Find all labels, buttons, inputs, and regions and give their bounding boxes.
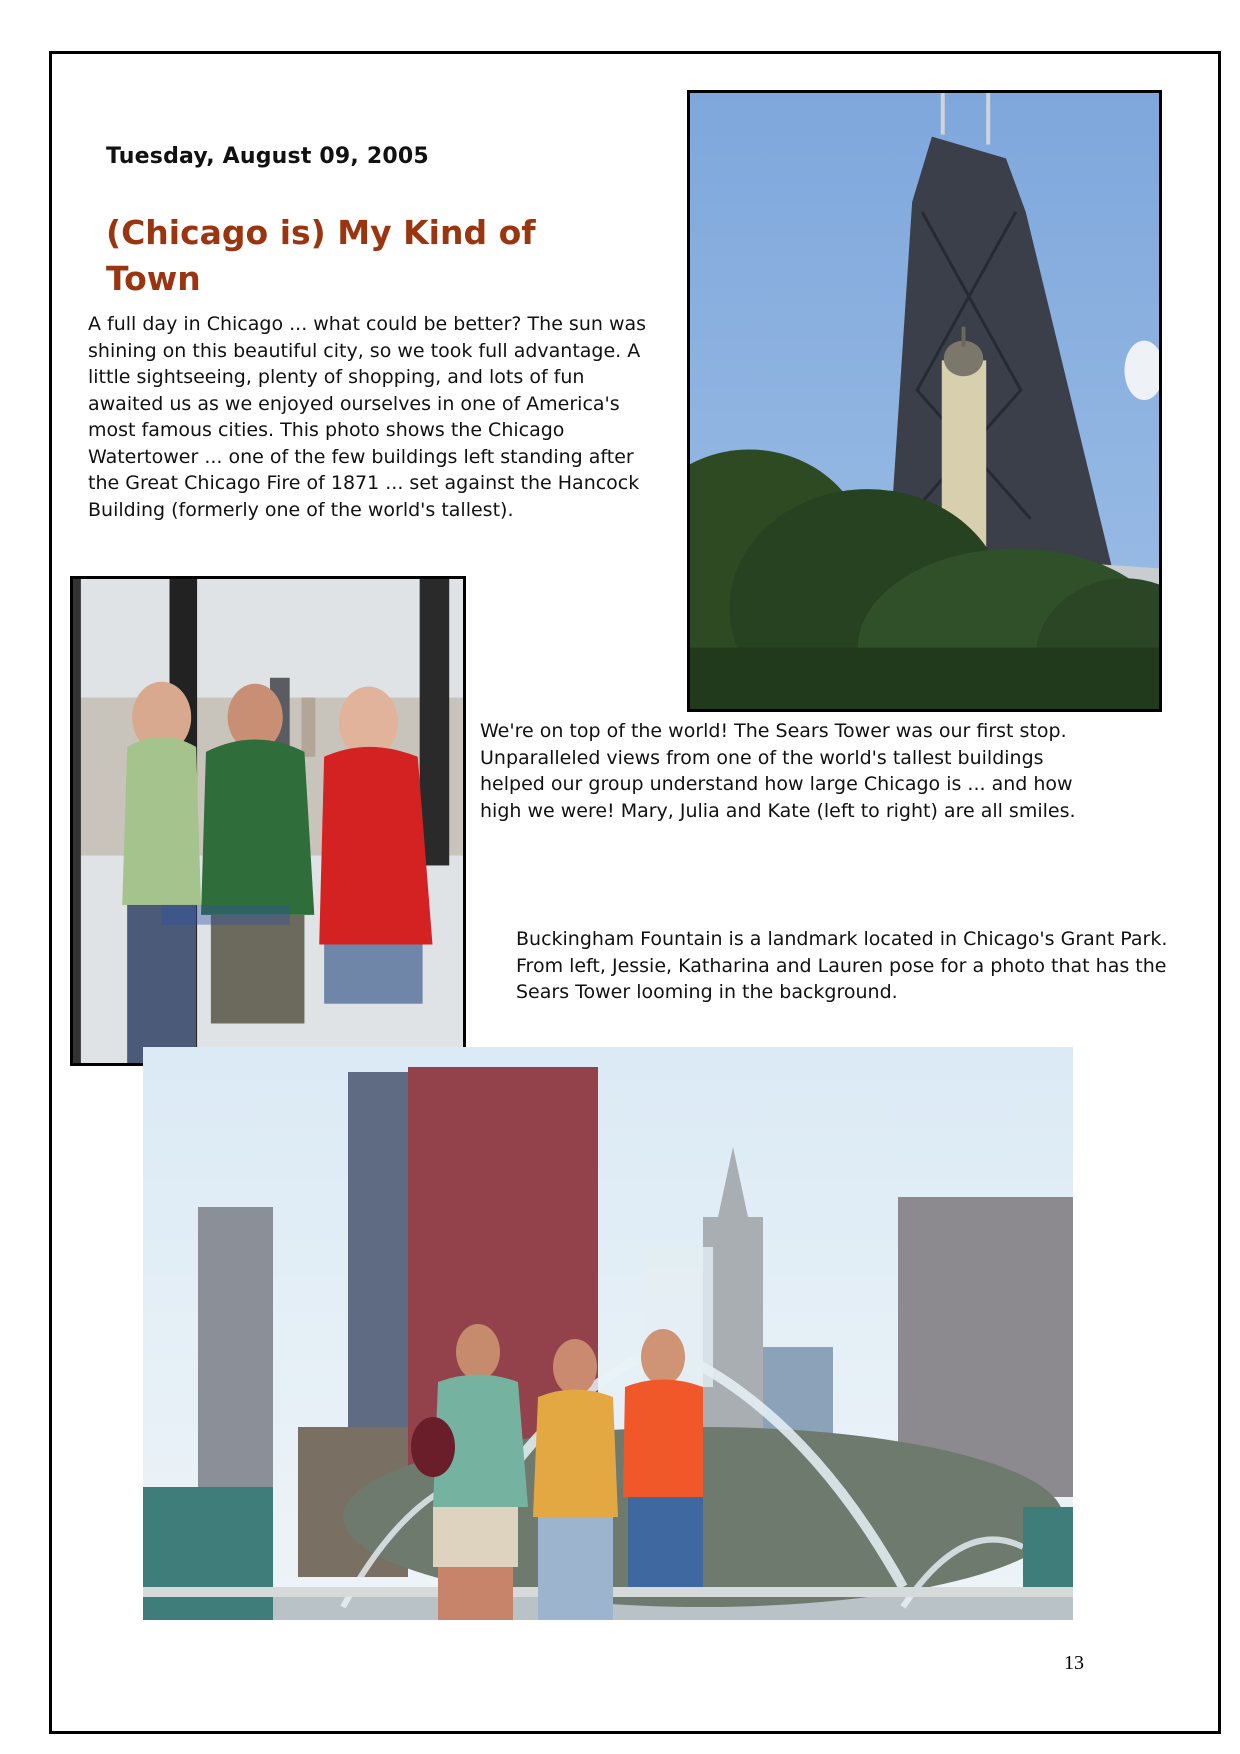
intro-paragraph: A full day in Chicago ... what could be better? The sun was shining on this beautiful city, so we took full advantage. A little sightseeing, plenty of shopping, and lots of fun awaited us as we enjoyed ourselves in one of America's most famous cities. This photo shows the Chicago Watertower ... one of the few buildings left standing after the Great Chicago Fire of 1871 ... set against the Hancock Building (formerly one of the world's tallest). xyxy=(88,313,647,521)
sears-tower-photo xyxy=(70,576,466,1066)
page-number: 13 xyxy=(1064,1652,1084,1674)
post-date: Tuesday, August 09, 2005 xyxy=(106,144,429,169)
fountain-caption: Buckingham Fountain is a landmark located in Chicago's Grant Park. From left, Jessie, Katharina and Lauren pose for a photo that has the Sears Tower looming in the background. xyxy=(516,928,1168,1003)
buckingham-fountain-photo xyxy=(143,1047,1073,1620)
sears-tower-caption: We're on top of the world! The Sears Tower was our first stop. Unparalleled views from one of the world's tallest buildings helped our group understand how large Chicago is ... and how high we were! Mary, Julia and Kate (left to right) are all smiles. xyxy=(480,720,1076,822)
hancock-watertower-photo xyxy=(687,90,1162,712)
post-title: (Chicago is) My Kind of Town xyxy=(106,213,536,298)
